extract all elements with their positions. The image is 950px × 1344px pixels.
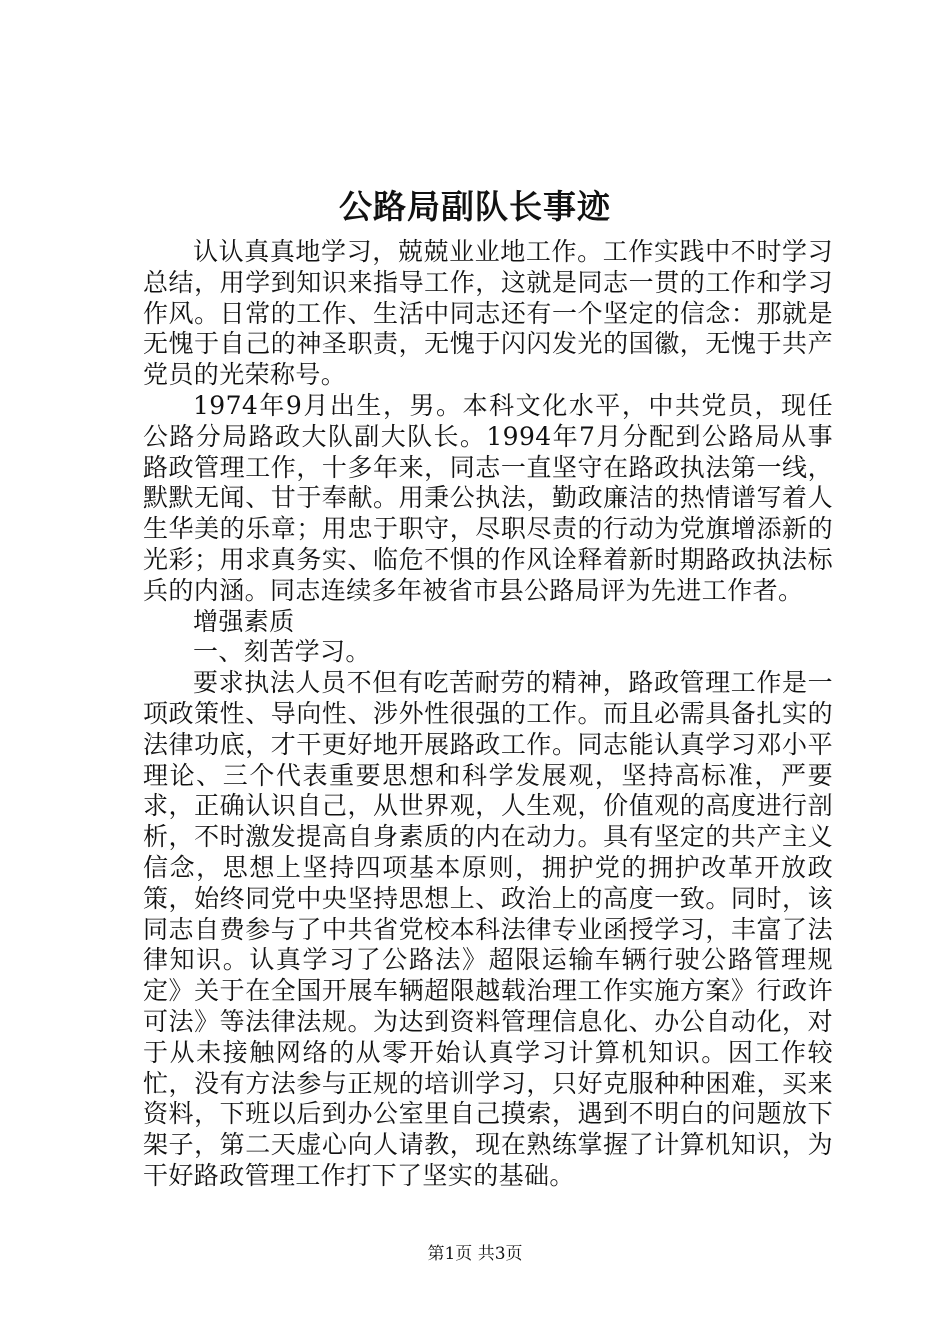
paragraph-biography: 1974年9月出生，男。本科文化水平，中共党员，现任公路分局路政大队副大队长。1994年7月分配到公路局从事路政管理工作，十多年来，同志一直坚守在路政执法第一线，默默无闻、甘于奉献。用秉公执法，勤政廉洁的热情谱写着人生华美的乐章；用忠于职守，尽职尽责的行动为党旗增添新的光彩；用求真务实、临危不惧的作风诠释着新时期路政执法标兵的内涵。同志连续多年被省市县公路局评为先进工作者。 <box>143 390 833 605</box>
subsection-heading: 一、刻苦学习。 <box>193 637 371 667</box>
section-heading: 增强素质 <box>193 606 295 636</box>
paragraph-study: 要求执法人员不但有吃苦耐劳的精神，路政管理工作是一项政策性、导向性、涉外性很强的工作。而且必需具备扎实的法律功底，才干更好地开展路政工作。同志能认真学习邓小平理论、三个代表重要思想和科学发展观，坚持高标准，严要求，正确认识自己，从世界观，人生观，价值观的高度进行剖析，不时激发提高自身素质的内在动力。具有坚定的共产主义信念，思想上坚持四项基本原则，拥护党的拥护改革开放政策，始终同党中央坚持思想上、政治上的高度一致。同时，该同志自费参与了中共省党校本科法律专业函授学习，丰富了法律知识。认真学习了公路法》超限运输车辆行驶公路管理规定》关于在全国开展车辆超限越载治理工作实施方案》行政许可法》等法律法规。为达到资料管理信息化、办公自动化，对于从未接触网络的从零开始认真学习计算机知识。因工作较忙，没有方法参与正规的培训学习，只好克服种种困难，买来资料，下班以后到办公室里自己摸索，遇到不明白的问题放下架子，第二天虚心向人请教，现在熟练掌握了计算机知识，为干好路政管理工作打下了坚实的基础。 <box>143 668 833 1190</box>
document-title: 公路局副队长事迹 <box>339 187 611 226</box>
page-number-footer: 第1页 共3页 <box>427 1244 523 1264</box>
paragraph-intro: 认认真真地学习，兢兢业业地工作。工作实践中不时学习总结，用学到知识来指导工作，这就是同志一贯的工作和学习作风。日常的工作、生活中同志还有一个坚定的信念：那就是无愧于自己的神圣职责，无愧于闪闪发光的国徽，无愧于共产党员的光荣称号。 <box>143 237 833 390</box>
document-body <box>143 237 833 1192</box>
